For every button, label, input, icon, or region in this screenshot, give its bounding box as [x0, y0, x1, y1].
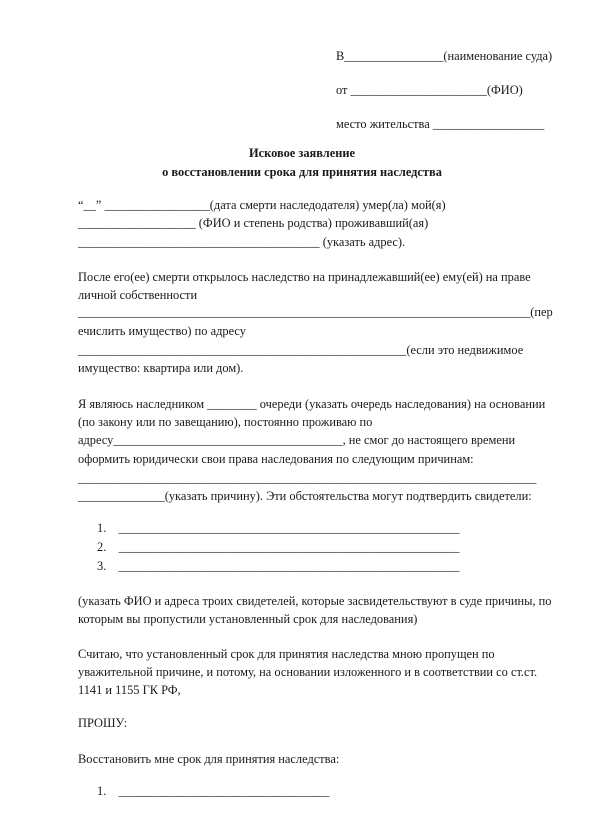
- para1-line2: ___________________ (ФИО и степень родства) проживавший(ая): [78, 216, 429, 230]
- witness-item-1: 1. _______________________________________________________: [97, 521, 460, 535]
- para4-line1: (указать ФИО и адреса троих свидетелей, которые засвидетельствуют в суде причины, по: [78, 594, 552, 608]
- restore-line: Восстановить мне срок для принятия наследства:: [78, 752, 340, 766]
- residence-line: место жительства __________________: [336, 117, 545, 131]
- witness-item-3: 3. _______________________________________________________: [97, 559, 460, 573]
- para2-line5: _____________________________________________________(если это недвижимое: [78, 343, 524, 357]
- para1-line1: “__” _________________(дата смерти наследодателя) умер(ла) мой(я): [78, 198, 446, 212]
- applicant-line: от ______________________(ФИО): [336, 83, 523, 97]
- para3-line1: Я являюсь наследником ________ очереди (указать очередь наследования) на основании: [78, 397, 546, 411]
- document-title: Исковое заявление: [248, 146, 356, 160]
- para3-line3: адресу_____________________________________, не смог до настоящего времени: [78, 433, 516, 447]
- document-subtitle: о восстановлении срока для принятия наследства: [162, 165, 442, 179]
- para3-line5: __________________________________________________________________________: [78, 471, 537, 485]
- para2-line6: имущество: квартира или дом).: [78, 361, 244, 375]
- para2-line1: После его(ее) смерти открылось наследство на принадлежавший(ее) ему(ей) на праве: [78, 270, 531, 284]
- witness-item-2: 2. _______________________________________________________: [97, 540, 460, 554]
- para3-line6: ______________(указать причину). Эти обстоятельства могут подтвердить свидетели:: [78, 489, 532, 503]
- para5-line2: уважительной причине, и потому, на основании изложенного и в соответствии со ст.ст.: [78, 665, 538, 679]
- final-item-1: 1. __________________________________: [97, 784, 330, 798]
- para2-line4: ечислить имущество) по адресу: [78, 324, 246, 338]
- request-heading: ПРОШУ:: [78, 716, 128, 730]
- para5-line1: Считаю, что установленный срок для принятия наследства мною пропущен по: [78, 647, 495, 661]
- para3-line4: оформить юридически свои права наследования по следующим причинам:: [78, 452, 474, 466]
- para2-line2: личной собственности: [78, 288, 198, 302]
- para1-line3: _______________________________________ (указать адрес).: [78, 235, 406, 249]
- para5-line3: 1141 и 1155 ГК РФ,: [78, 683, 181, 697]
- court-line: В________________(наименование суда): [336, 49, 553, 63]
- para2-line3: _________________________________________________________________________(пер: [78, 305, 553, 319]
- para4-line2: которым вы пропустили установленный срок для наследования): [78, 612, 418, 626]
- para3-line2: (по закону или по завещанию), постоянно проживаю по: [78, 415, 373, 429]
